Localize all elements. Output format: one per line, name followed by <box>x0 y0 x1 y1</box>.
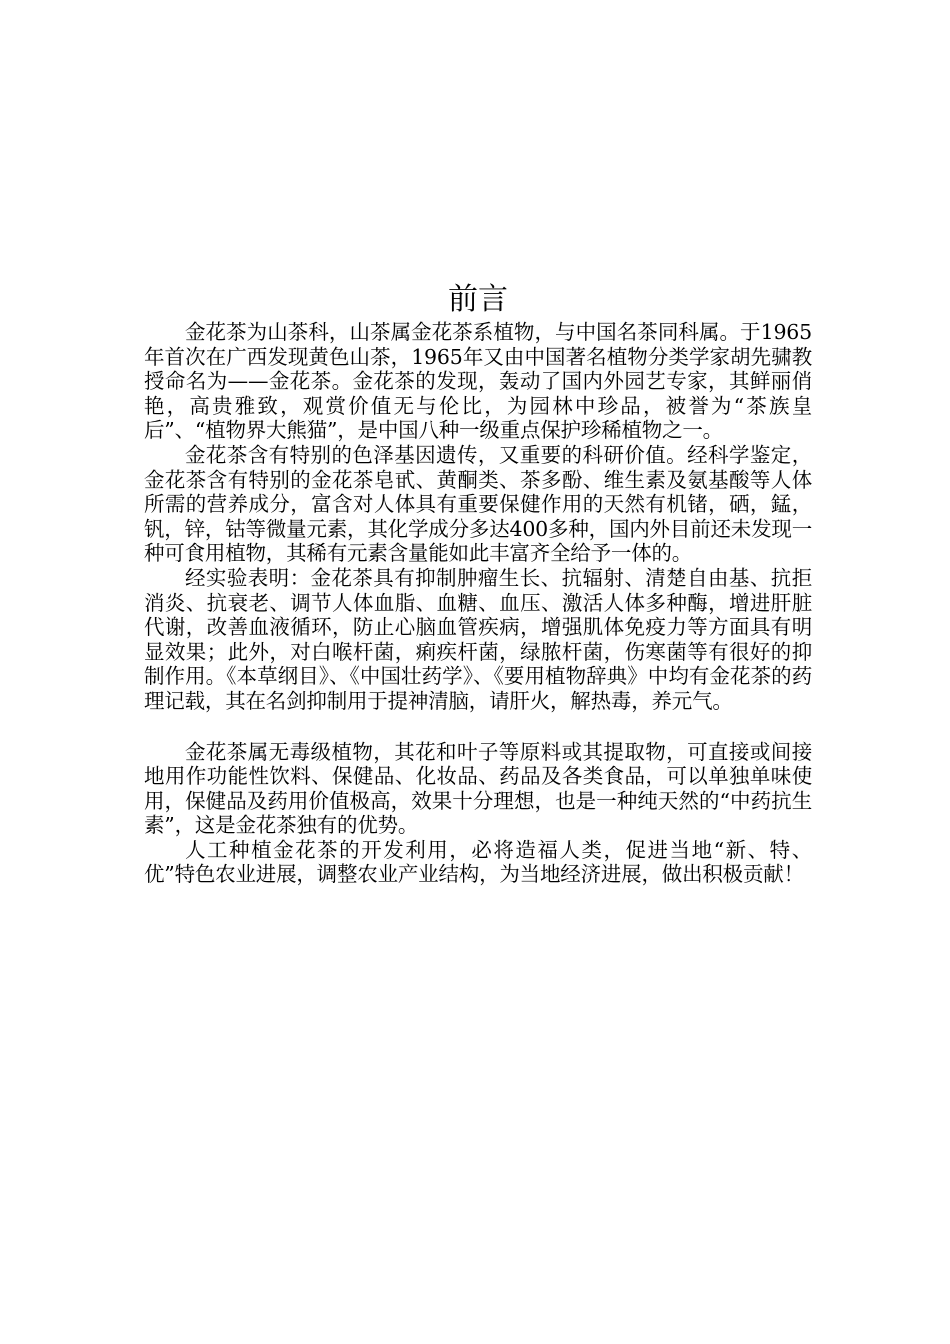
paragraph-2: 金花茶含有特别的色泽基因遗传，又重要的科研价值。经科学鉴定，金花茶含有特别的金花茶皂甙、黄酮类、茶多酚、维生素及氨基酸等人体所需的营养成分，富含对人体具有重要保健作用的天然有机锗，硒，錳，钒，锌，钴等微量元素，其化学成分多达400多种，国内外目前还未发现一种可食用植物，其稀有元素含量能如此丰富齐全给予一体的。 <box>144 442 812 566</box>
paragraph-4: 金花茶属无毒级植物，其花和叶子等原料或其提取物，可直接或间接地用作功能性饮料、保健品、化妆品、药品及各类食品，可以单独单味使用，保健品及药用价值极高，效果十分理想，也是一种纯天然的“中药抗生素”，这是金花茶独有的优势。 <box>144 739 812 838</box>
paragraph-1: 金花茶为山茶科，山茶属金花茶系植物，与中国名茶同科属。于1965年首次在广西发现黄色山茶，1965年又由中国著名植物分类学家胡先骕教授命名为——金花茶。金花茶的发现，轰动了国内外园艺专家，其鲜丽俏艳，高贵雅致，观赏价值无与伦比，为园林中珍品，被誉为“茶族皇后”、“植物界大熊猫”，是中国八种一级重点保护珍稀植物之一。 <box>144 320 812 443</box>
paragraph-gap <box>144 714 812 740</box>
paragraph-3: 经实验表明：金花茶具有抑制肿瘤生长、抗辐射、清楚自由基、抗拒消炎、抗衰老、调节人体血脂、血糖、血压、激活人体多种酶，增进肝脏代谢，改善血液循环，防止心脑血管疾病，增强肌体免疫力等方面具有明显效果；此外，对白喉杆菌，痢疾杆菌，绿脓杆菌，伤寒菌等有很好的抑制作用。《本草纲目》、《中国壮药学》、《要用植物辞典》中均有金花茶的药理记载，其在名剑抑制用于提神清脑，请肝火，解热毒，养元气。 <box>144 565 812 713</box>
document-body <box>144 280 812 887</box>
page-title: 前言 <box>448 282 508 317</box>
paragraph-5: 人工种植金花茶的开发利用，必将造福人类，促进当地“新、特、优”特色农业进展，调整农业产业结构，为当地经济进展，做出积极贡献！ <box>144 837 812 887</box>
